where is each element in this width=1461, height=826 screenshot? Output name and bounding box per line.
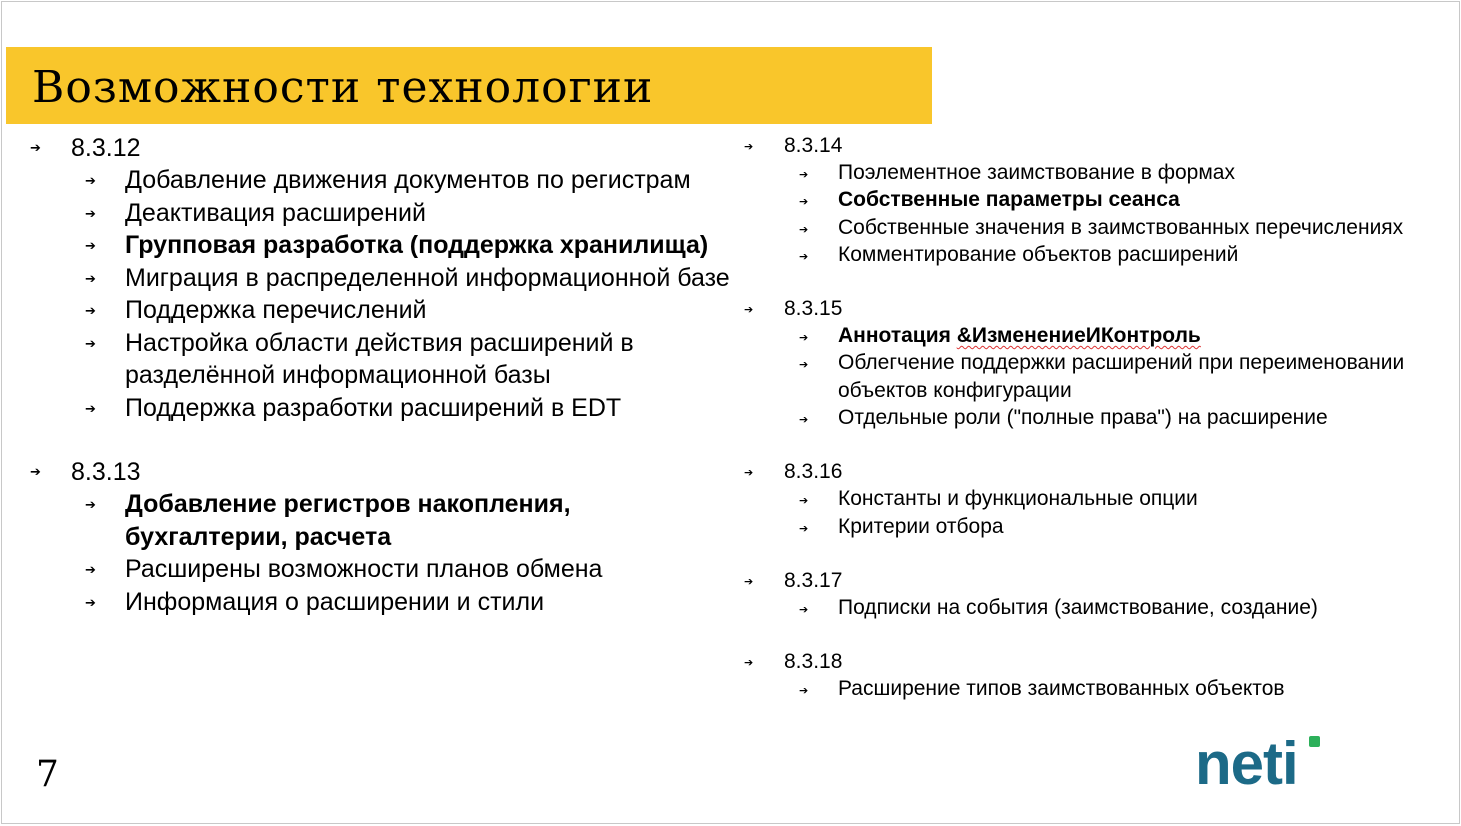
version-group-8-3-18 — [744, 648, 1444, 702]
version-group-8-3-13 — [30, 456, 730, 618]
left-column — [30, 132, 730, 618]
arrow-bullet-icon: ➔ — [744, 466, 754, 480]
page-number: 7 — [36, 754, 59, 795]
logo-text: neti — [1195, 730, 1298, 792]
version-group-8-3-16 — [744, 458, 1444, 540]
arrow-bullet-icon: ➔ — [85, 271, 96, 287]
arrow-bullet-icon: ➔ — [85, 336, 96, 352]
version-group-8-3-15 — [744, 295, 1444, 431]
arrow-bullet-icon: ➔ — [799, 331, 809, 345]
title-bar — [6, 47, 932, 124]
version-heading: ➔ 8.3.13 — [30, 456, 730, 488]
list-item: ➔ Комментирование объектов расширений — [744, 241, 1444, 268]
arrow-bullet-icon: ➔ — [799, 494, 809, 508]
annotation-prefix: Аннотация — [838, 324, 957, 348]
version-heading: ➔ 8.3.12 — [30, 132, 730, 164]
arrow-bullet-icon: ➔ — [744, 574, 754, 588]
list-item: ➔ Поддержка разработки расширений в EDT — [30, 392, 730, 425]
version-group-8-3-12 — [30, 132, 730, 424]
version-heading: ➔ 8.3.15 — [744, 295, 1444, 322]
list-item: ➔ Поэлементное заимствование в формах — [744, 159, 1444, 186]
arrow-bullet-icon: ➔ — [85, 206, 96, 222]
arrow-bullet-icon: ➔ — [744, 140, 754, 153]
arrow-bullet-icon: ➔ — [85, 304, 96, 319]
list-item: ➔ Отдельные роли ("полные права") на расширение — [744, 404, 1444, 431]
spellcheck-underlined-text: &ИзменениеИКонтроль — [956, 324, 1201, 348]
list-item: ➔ Облегчение поддержки расширений при переименовании объектов конфигурации — [799, 351, 1405, 402]
slide-title: Возможности технологии — [32, 62, 654, 113]
arrow-bullet-icon: ➔ — [799, 195, 809, 209]
list-item: ➔ Собственные значения в заимствованных перечислениях — [744, 214, 1444, 241]
arrow-bullet-icon: ➔ — [85, 498, 96, 513]
list-item: ➔ Критерии отбора — [744, 513, 1444, 540]
arrow-bullet-icon: ➔ — [30, 465, 41, 480]
arrow-bullet-icon: ➔ — [30, 141, 41, 156]
arrow-bullet-icon: ➔ — [799, 521, 809, 535]
list-item: ➔ Настройка области действия расширений в разделённой информационной базы — [85, 328, 634, 389]
list-item: ➔ Подписки на события (заимствование, создание) — [744, 594, 1444, 621]
arrow-bullet-icon: ➔ — [799, 358, 809, 372]
arrow-bullet-icon: ➔ — [744, 656, 754, 670]
arrow-bullet-icon: ➔ — [799, 602, 809, 616]
arrow-bullet-icon: ➔ — [85, 174, 96, 189]
arrow-bullet-icon: ➔ — [799, 249, 809, 263]
version-heading: ➔ 8.3.18 — [744, 648, 1444, 675]
arrow-bullet-icon: ➔ — [85, 401, 96, 417]
list-item: ➔ Информация о расширении и стили — [30, 586, 730, 619]
version-heading: ➔ 8.3.17 — [744, 567, 1444, 594]
list-item: ➔ Поддержка перечислений — [30, 294, 730, 327]
list-item: ➔ Расширение типов заимствованных объектов — [744, 675, 1444, 702]
arrow-bullet-icon: ➔ — [744, 303, 754, 317]
right-column — [744, 132, 1444, 703]
list-item: ➔ Деактивация расширений — [30, 197, 730, 230]
arrow-bullet-icon: ➔ — [799, 168, 809, 181]
arrow-bullet-icon: ➔ — [85, 595, 96, 611]
list-item: ➔ Константы и функциональные опции — [744, 485, 1444, 512]
version-group-8-3-17 — [744, 567, 1444, 621]
list-item: ➔ Добавление движения документов по регистрам — [30, 164, 730, 197]
version-heading: ➔ 8.3.16 — [744, 458, 1444, 485]
list-item: ➔ Групповая разработка (поддержка хранилища) — [30, 229, 730, 262]
neti-logo-icon — [1195, 728, 1325, 792]
list-item: ➔ Добавление регистров накопления, бухгалтерии, расчета — [85, 490, 571, 551]
arrow-bullet-icon: ➔ — [85, 239, 96, 254]
list-item: ➔ Собственные параметры сеанса — [744, 186, 1444, 213]
version-group-8-3-14 — [744, 132, 1444, 268]
arrow-bullet-icon: ➔ — [799, 222, 809, 236]
list-item: ➔ Расширены возможности планов обмена — [30, 553, 730, 586]
arrow-bullet-icon: ➔ — [85, 563, 96, 578]
list-item: ➔ Миграция в распределенной информационной базе — [30, 262, 730, 295]
list-item — [744, 322, 1444, 349]
arrow-bullet-icon: ➔ — [799, 413, 809, 427]
slide — [1, 1, 1460, 824]
arrow-bullet-icon: ➔ — [799, 684, 809, 698]
version-heading: ➔ 8.3.14 — [744, 132, 1444, 159]
logo-dot — [1309, 736, 1320, 747]
